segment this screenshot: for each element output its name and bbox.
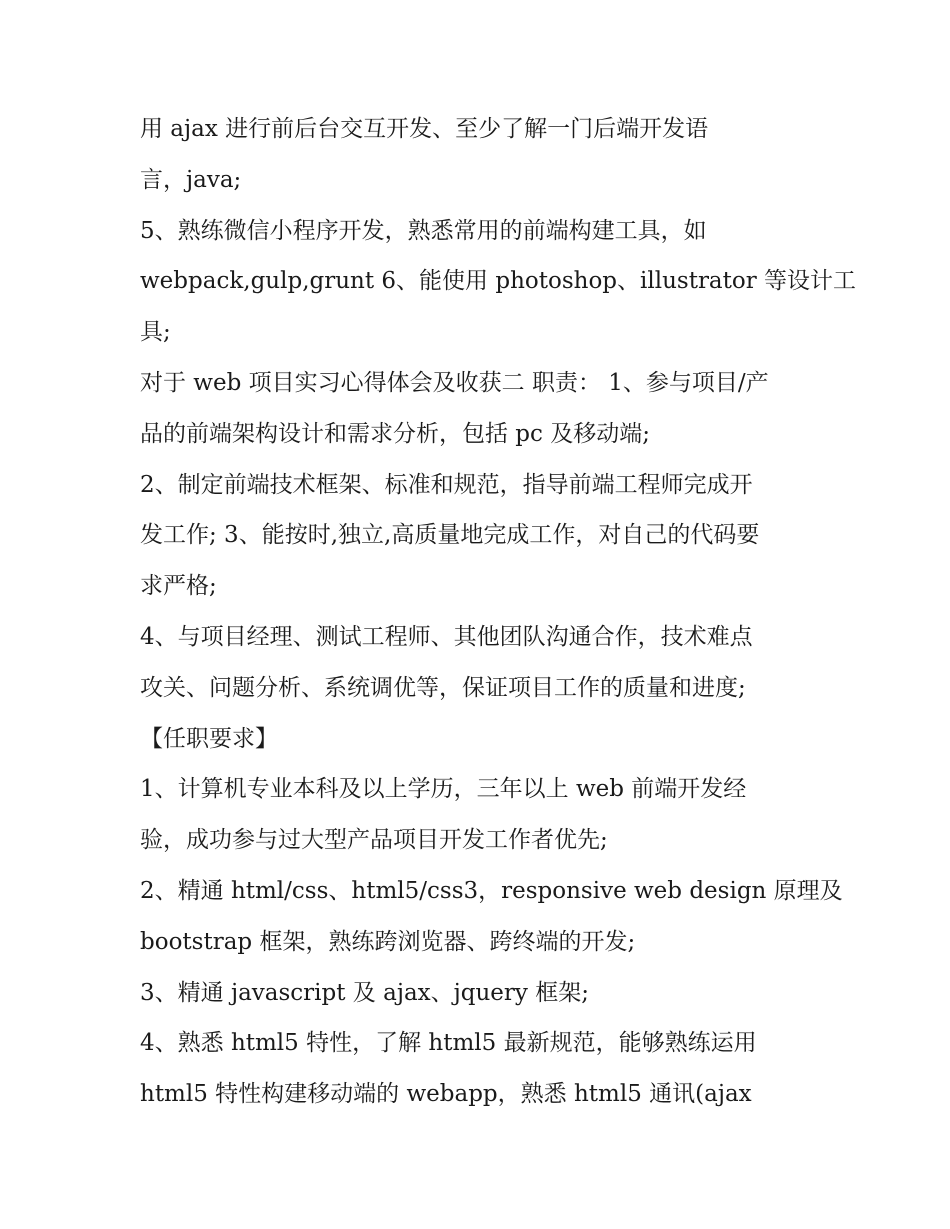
- text-line-6: 对于 web 项目实习心得体会及收获二 职责： 1、参与项目/产: [140, 369, 769, 396]
- text-line-14: 1、计算机专业本科及以上学历，三年以上 web 前端开发经: [140, 776, 747, 803]
- text-line-10: 求严格;: [140, 573, 217, 600]
- text-line-2: 言，java;: [140, 166, 242, 193]
- text-line-20: html5 特性构建移动端的 webapp，熟悉 html5 通讯(ajax: [140, 1081, 752, 1108]
- document-body: [140, 104, 857, 1120]
- text-line-17: bootstrap 框架，熟练跨浏览器、跨终端的开发;: [140, 928, 636, 955]
- text-line-8: 2、制定前端技术框架、标准和规范，指导前端工程师完成开: [140, 471, 753, 498]
- text-line-19: 4、熟悉 html5 特性，了解 html5 最新规范，能够熟练运用: [140, 1030, 757, 1057]
- text-line-4: webpack,gulp,grunt 6、能使用 photoshop、illustrator 等设计工: [140, 268, 857, 295]
- text-line-5: 具;: [140, 319, 171, 346]
- text-line-15: 验，成功参与过大型产品项目开发工作者优先;: [140, 827, 608, 854]
- text-line-3: 5、熟练微信小程序开发，熟悉常用的前端构建工具，如: [140, 217, 707, 244]
- text-line-9: 发工作; 3、能按时,独立,高质量地完成工作，对自己的代码要: [140, 522, 760, 549]
- section-heading-requirements: 【任职要求】: [140, 725, 278, 752]
- text-line-18: 3、精通 javascript 及 ajax、jquery 框架;: [140, 979, 589, 1006]
- text-line-7: 品的前端架构设计和需求分析，包括 pc 及移动端;: [140, 420, 650, 447]
- text-line-11: 4、与项目经理、测试工程师、其他团队沟通合作，技术难点: [140, 623, 753, 650]
- text-line-16: 2、精通 html/css、html5/css3，responsive web design 原理及: [140, 877, 843, 904]
- text-line-1: 用 ajax 进行前后台交互开发、至少了解一门后端开发语: [140, 116, 709, 142]
- text-line-12: 攻关、问题分析、系统调优等，保证项目工作的质量和进度;: [140, 674, 746, 701]
